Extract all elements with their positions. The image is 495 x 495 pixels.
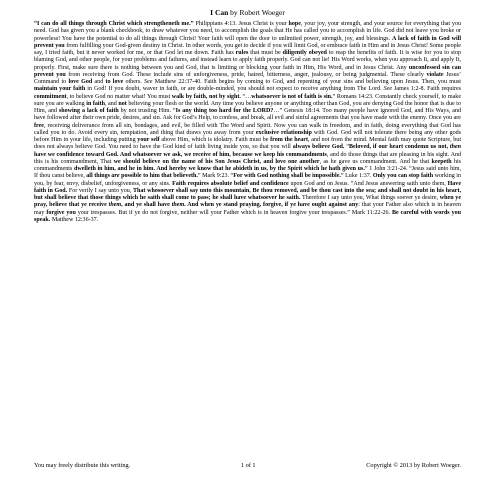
text-run: See [144, 79, 153, 85]
text-run: A lack of faith in God will prevent you [34, 35, 461, 49]
text-run: possible to him that believeth. [119, 173, 198, 180]
text-run: whatsoever is not of faith is sin. [251, 93, 333, 100]
text-run: from receiving from God. These include sins of unforgiveness, pride, hatred, bitterness, anger, jealousy, or being judgmental. These clearly [65, 71, 427, 78]
text-run: Therefore I say unto you, What things soever ye desire, [300, 195, 440, 201]
text-run: are [111, 173, 120, 180]
text-run: , and not from the mind. Mental faith may quote Scripture, but does not always believe God. You need to have the God kind of faith living inside you, so that you will [34, 137, 462, 151]
text-run: James 1:2-8. Faith requires [392, 86, 461, 93]
text-run: maintain your faith [34, 86, 86, 93]
text-run: rules [235, 50, 249, 56]
text-run: Matthew 12:36-37. [50, 216, 99, 223]
text-run: violate [426, 71, 444, 78]
text-run: Faith requires absolute belief and confidence [172, 180, 289, 187]
text-run: ” Luke 1:37. [340, 173, 373, 180]
title-bold: I Can [210, 8, 229, 17]
body-text [34, 21, 461, 224]
text-run: Have faith in God. [34, 180, 461, 194]
text-run: walk by faith, not by sight. [171, 93, 241, 100]
text-run: above Him, which is idolatry. Faith must be [159, 137, 271, 143]
text-run: and [92, 79, 106, 85]
footer-page-number: 1 of 1 [240, 462, 256, 469]
text-run: , as he gave us commandment. And he that [319, 158, 432, 165]
text-run: your self [137, 137, 160, 143]
text-run: For with God nothing shall be impossible. [233, 173, 341, 180]
text-run: , your joy, your strength, and your source for everything that you need. God has given you a blank checkbook, to draw whatever you need, to accomplish the goals that He has called you to accomplish in life. God did not leave you broke or powerless! You have the potential to do all things through Christ! Your faith will open the door to unlimited power, strength, joy, and blessings. [34, 21, 461, 42]
document-title [34, 8, 461, 17]
text-run: Is any thing too hard for the LORD? [175, 108, 274, 114]
text-run: believing your flesh or the world. Any time you believe anyone or anything other than God, you are denying God the honor that is due to Him, and [34, 100, 461, 114]
text-run: Jesus’ Command to [34, 71, 461, 85]
text-run: ” 1 John 3:21-24. “Jesus said unto him, If thou canst believe, [34, 166, 461, 180]
footer-copyright: Copyright © 2013 by Robert Woeger. [366, 462, 461, 469]
text-run: For verily I say unto you, [67, 187, 133, 194]
text-run: , and do those things that are pleasing in his sight. And this is his commandment, That [34, 151, 461, 165]
text-run: , and [104, 100, 119, 107]
text-run: love God [68, 79, 93, 85]
text-run: them [108, 202, 122, 209]
text-run: with God. God will not tolerate there being any other gods before Him in your life, including putting [34, 129, 461, 143]
text-run: dwelleth in him, and he in him. And hereby we know that he abideth in us, by the Spirit which he hath given us. [73, 166, 365, 172]
text-run: in God! If you doubt, waver in faith, or are double-minded, you should not expect to receive anything from The Lord. [85, 86, 384, 93]
text-run: forgive you [46, 209, 76, 216]
text-run: Philippians 4:13. Jesus Christ is your [193, 21, 289, 27]
text-run: in faith [86, 100, 105, 107]
text-run: : that your Father also which is in heaven may [34, 202, 462, 216]
text-run: upon God and on Jesus. “And Jesus answering saith unto them, [288, 180, 448, 187]
text-run: That whosoever shall say unto this mountain, Be thou removed, and be thou cast into the sea; and shall not doubt in his heart, but shall believe that those things which he saith shall come to pass; he shall have whatsoever he saith. [34, 187, 461, 201]
text-run: “ [344, 144, 350, 151]
title-author: by Robert Woeger [228, 8, 285, 17]
text-run: ” Romans 14:23. Constantly check yourself, to make sure you are walking [34, 93, 462, 107]
text-run: Matthew 22:37-40. Faith begins by coming to God, and repenting of your sins and believing upon Jesus. Then, you must [152, 79, 461, 85]
text-run: Beloved, if our heart condemn us not, [349, 144, 450, 151]
text-run: all things [86, 173, 112, 180]
text-run: “… [240, 93, 252, 100]
text-run: diligently obeyed [282, 50, 327, 56]
text-run: your trespasses. But if ye do not forgive, neither will your Father which is in heaven forgive your trespasses.” Mark 11:22-26. [75, 209, 392, 216]
text-run: keepeth [431, 158, 452, 165]
text-run: unconfessed sin can prevent you [34, 64, 461, 78]
text-run: free [34, 122, 44, 129]
text-run: others. [123, 79, 145, 85]
text-run: , receiving deliverance from all sin, bondages, and evil, be filled with The Word and Spirit. Now you can walk in freedom, and in faith, doing everything that God has called you to do. Avoid every sin, temptation, and thing that draws you away from your [34, 122, 461, 136]
text-run: ” Mark 9:23. “ [197, 173, 234, 180]
text-run: “I can do all things through Christ which strengtheneth me.” [34, 21, 194, 27]
text-run: , to believe God no matter what! You must [66, 93, 172, 100]
text-run: …” Genesis 18:14. Too many people have ignored God, and His Ways, and have followed after their own pride, desires, and sin. Ask for God’s Help, to confess, and break, all evil and sinful agreements that you have made with the enemy. Once you are [34, 108, 461, 122]
text-run: from fulfilling your God-given destiny in Christ. In other words, you get to decide if you will limit God, or embrace faith in Him and in Jesus Christ! Some people say, I tried faith, but it never worked for me, or that God let me down. Faith has [34, 42, 461, 56]
text-run: have we confidence toward God. And whatsoever we ask, we receive of him, because we keep his commandments [34, 151, 327, 158]
text-run: Only you can stop faith [372, 173, 434, 180]
text-run: by not trusting Him. “ [118, 108, 176, 114]
text-run: when ye pray, believe that ye receive [34, 195, 462, 209]
text-run: we should believe on the name of his Son Jesus Christ, and love one another [113, 158, 320, 165]
text-run: Be careful with words you speak. [34, 209, 461, 223]
footer-distribution-note: You may freely distribute this writing. [34, 462, 131, 469]
text-run: commitment [34, 93, 67, 100]
text-run: See [383, 86, 393, 93]
text-run: showing a lack of faith [58, 108, 119, 114]
page-footer [34, 462, 461, 470]
text-run: his commandments [34, 158, 461, 172]
text-run: working in you, by fear, envy, disbelief, unforgiveness, or any sins. [34, 173, 461, 187]
text-run: to love [105, 79, 124, 85]
text-run: not [118, 100, 127, 107]
text-run: exclusive relationship [255, 129, 312, 136]
text-run: that must be [248, 50, 283, 56]
text-run: always believe God. [292, 144, 345, 151]
text-run: then [449, 144, 461, 151]
text-run: . And when ye stand praying, forgive, if ye have ought against any [184, 202, 359, 209]
text-run: them [171, 202, 185, 209]
text-run: to reap the benefits of faith. It is wise for you to stop blaming God, and other people, for your problems and failures, and instead learn to apply faith properly. God can not lie! His Word works, when you approach It, and apply It, properly. First, make sure there is nothing between you and God, that is limiting or blocking your faith in Him, His Word, and in Jesus Christ. Any [34, 50, 461, 71]
text-run: from the heart [270, 137, 309, 143]
text-run: hope [288, 21, 301, 27]
text-run: , and ye shall have [121, 202, 172, 209]
